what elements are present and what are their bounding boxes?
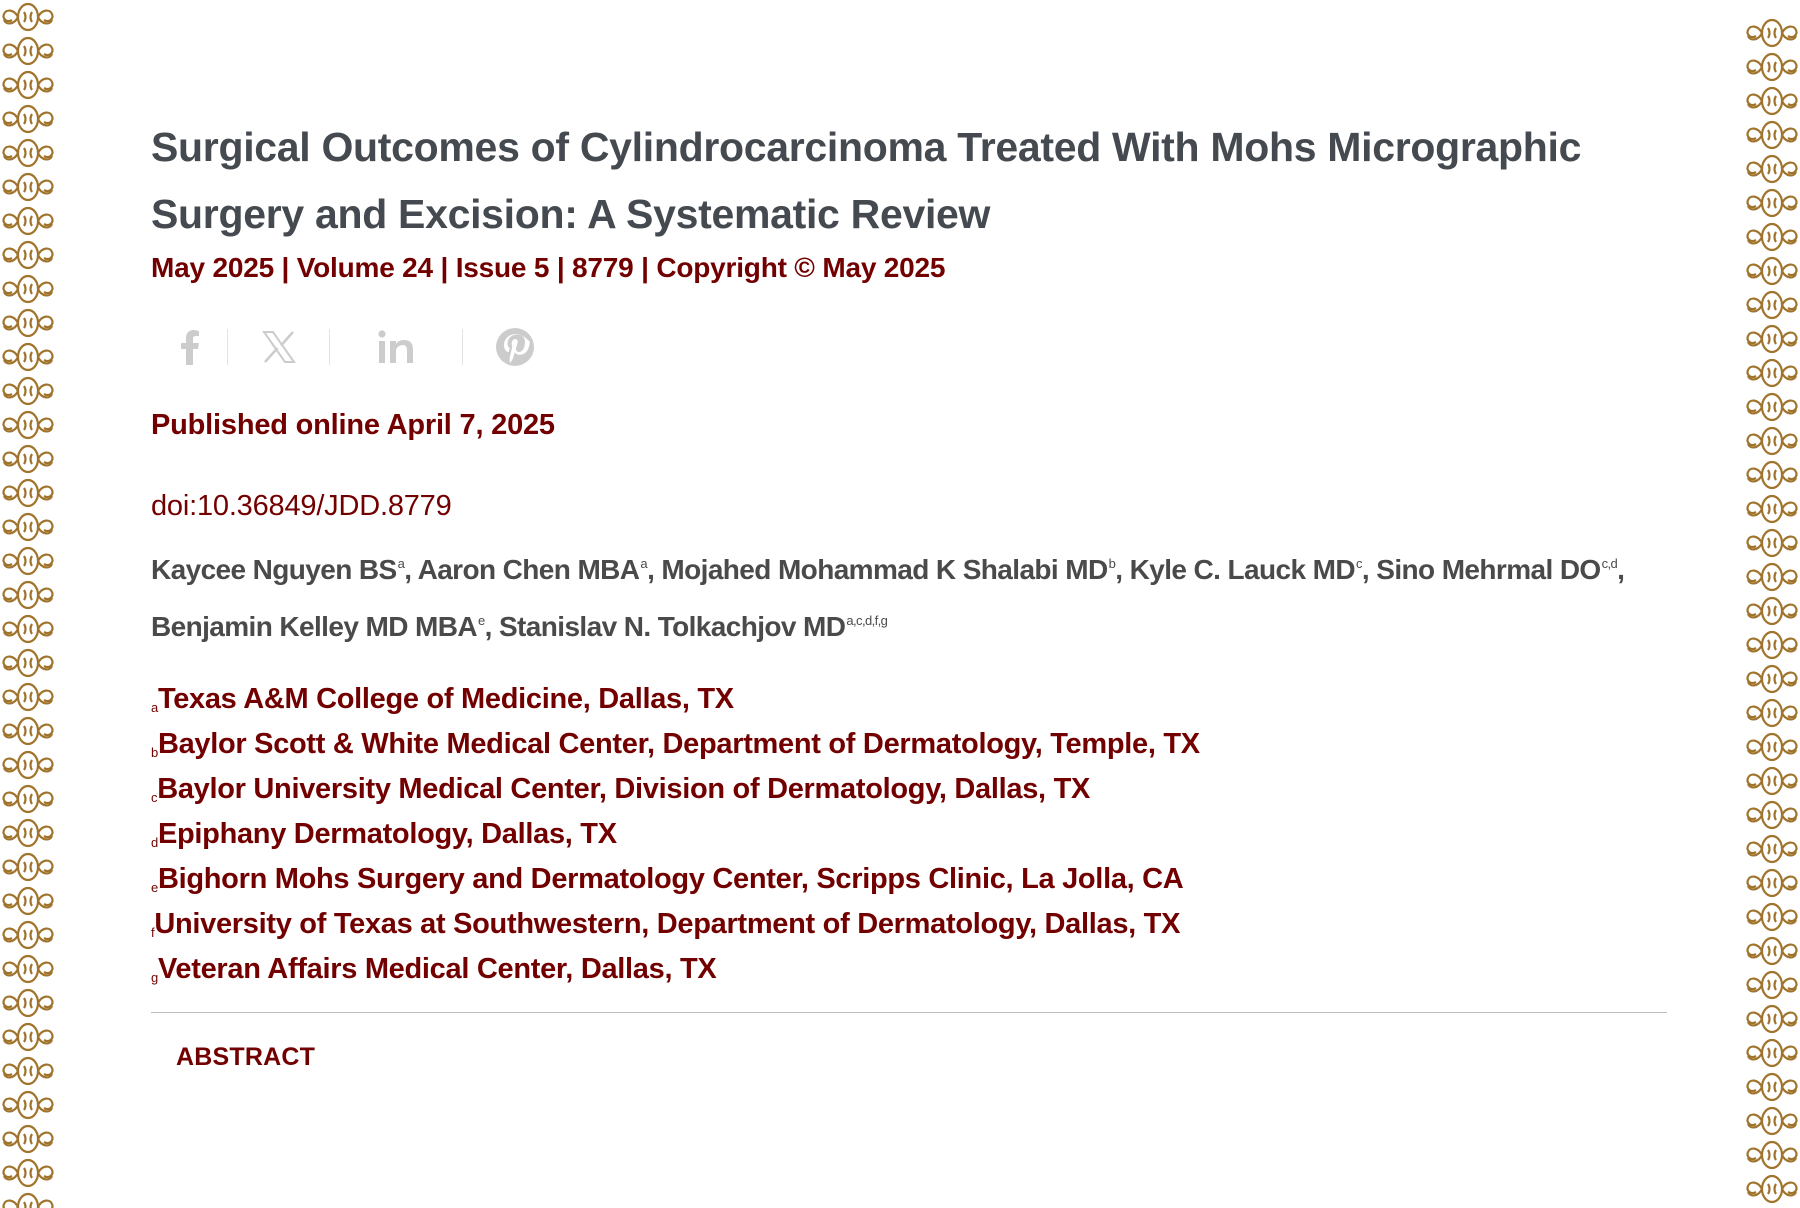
author-name: Benjamin Kelley MD MBA — [151, 611, 477, 642]
author-affiliation-marker: c,d — [1601, 556, 1618, 571]
affiliation-marker: d — [151, 835, 158, 850]
author-separator: , — [484, 611, 499, 642]
affiliation-text: Veteran Affairs Medical Center, Dallas, TX — [157, 953, 717, 985]
abstract-heading[interactable]: ABSTRACT — [176, 1043, 316, 1071]
facebook-icon — [179, 329, 201, 365]
author-separator: , — [1617, 554, 1625, 585]
affiliation-item[interactable] — [151, 677, 1667, 722]
share-bar — [165, 323, 1667, 371]
author-affiliation-marker: a,c,d,f,g — [846, 613, 888, 628]
affiliation-item[interactable] — [151, 812, 1667, 857]
author-name: Sino Mehrmal DO — [1376, 554, 1601, 585]
author-separator: , — [647, 554, 662, 585]
author-separator: , — [1361, 554, 1377, 585]
affiliation-text: Texas A&M College of Medicine, Dallas, TX — [157, 683, 734, 715]
author-name: Aaron Chen MBA — [417, 554, 640, 585]
author-separator: , — [1115, 554, 1130, 585]
affiliation-marker: c — [151, 790, 158, 805]
section-divider — [151, 1012, 1667, 1013]
affiliation-item[interactable] — [151, 722, 1667, 767]
affiliation-item[interactable] — [151, 947, 1667, 992]
author-list — [151, 541, 1671, 655]
affiliation-marker: g — [151, 970, 158, 985]
affiliation-text: Baylor University Medical Center, Division of Dermatology, Dallas, TX — [157, 773, 1091, 805]
affiliation-text: Baylor Scott & White Medical Center, Department of Dermatology, Temple, TX — [157, 728, 1200, 760]
affiliation-text: Bighorn Mohs Surgery and Dermatology Center, Scripps Clinic, La Jolla, CA — [157, 863, 1184, 895]
author-affiliation-marker: c — [1355, 556, 1362, 571]
pinterest-icon — [495, 327, 535, 367]
author-name: Mojahed Mohammad K Shalabi MD — [661, 554, 1108, 585]
decorative-border-right — [1744, 16, 1800, 1208]
author-affiliation-marker: e — [477, 613, 485, 628]
linkedin-share-button[interactable] — [330, 330, 462, 364]
author-affiliation-marker: a — [397, 556, 405, 571]
author-name: Kyle C. Lauck MD — [1129, 554, 1355, 585]
affiliation-marker: f — [151, 925, 155, 940]
author-name: Stanislav N. Tolkachjov MD — [498, 611, 846, 642]
author-affiliation-marker: b — [1108, 556, 1116, 571]
published-date: Published online April 7, 2025 — [151, 409, 555, 441]
author-separator: , — [404, 554, 418, 585]
doi-link[interactable]: doi:10.36849/JDD.8779 — [151, 490, 452, 522]
x-twitter-icon — [262, 330, 296, 364]
author-affiliation-marker: a — [640, 556, 648, 571]
issue-meta: May 2025 | Volume 24 | Issue 5 | 8779 | Copyright © May 2025 — [151, 252, 946, 283]
affiliation-item[interactable] — [151, 902, 1667, 947]
author-name: Kaycee Nguyen BS — [151, 554, 397, 585]
pinterest-share-button[interactable] — [463, 327, 567, 367]
facebook-share-button[interactable] — [165, 329, 215, 365]
decorative-border-left — [0, 0, 56, 1208]
article-title: Surgical Outcomes of Cylindrocarcinoma Treated With Mohs Micrographic Surgery and Excision: A Systematic Review — [151, 124, 1582, 237]
linkedin-icon — [378, 330, 414, 364]
affiliation-text: Epiphany Dermatology, Dallas, TX — [157, 818, 617, 850]
affiliation-list — [151, 677, 1667, 992]
affiliation-item[interactable] — [151, 767, 1667, 812]
x-share-button[interactable] — [228, 330, 329, 364]
article-header — [151, 114, 1667, 1072]
affiliation-marker: a — [151, 700, 158, 715]
affiliation-marker: e — [151, 880, 158, 895]
affiliation-text: University of Texas at Southwestern, Department of Dermatology, Dallas, TX — [154, 908, 1181, 940]
affiliation-marker: b — [151, 745, 158, 760]
affiliation-item[interactable] — [151, 857, 1667, 902]
